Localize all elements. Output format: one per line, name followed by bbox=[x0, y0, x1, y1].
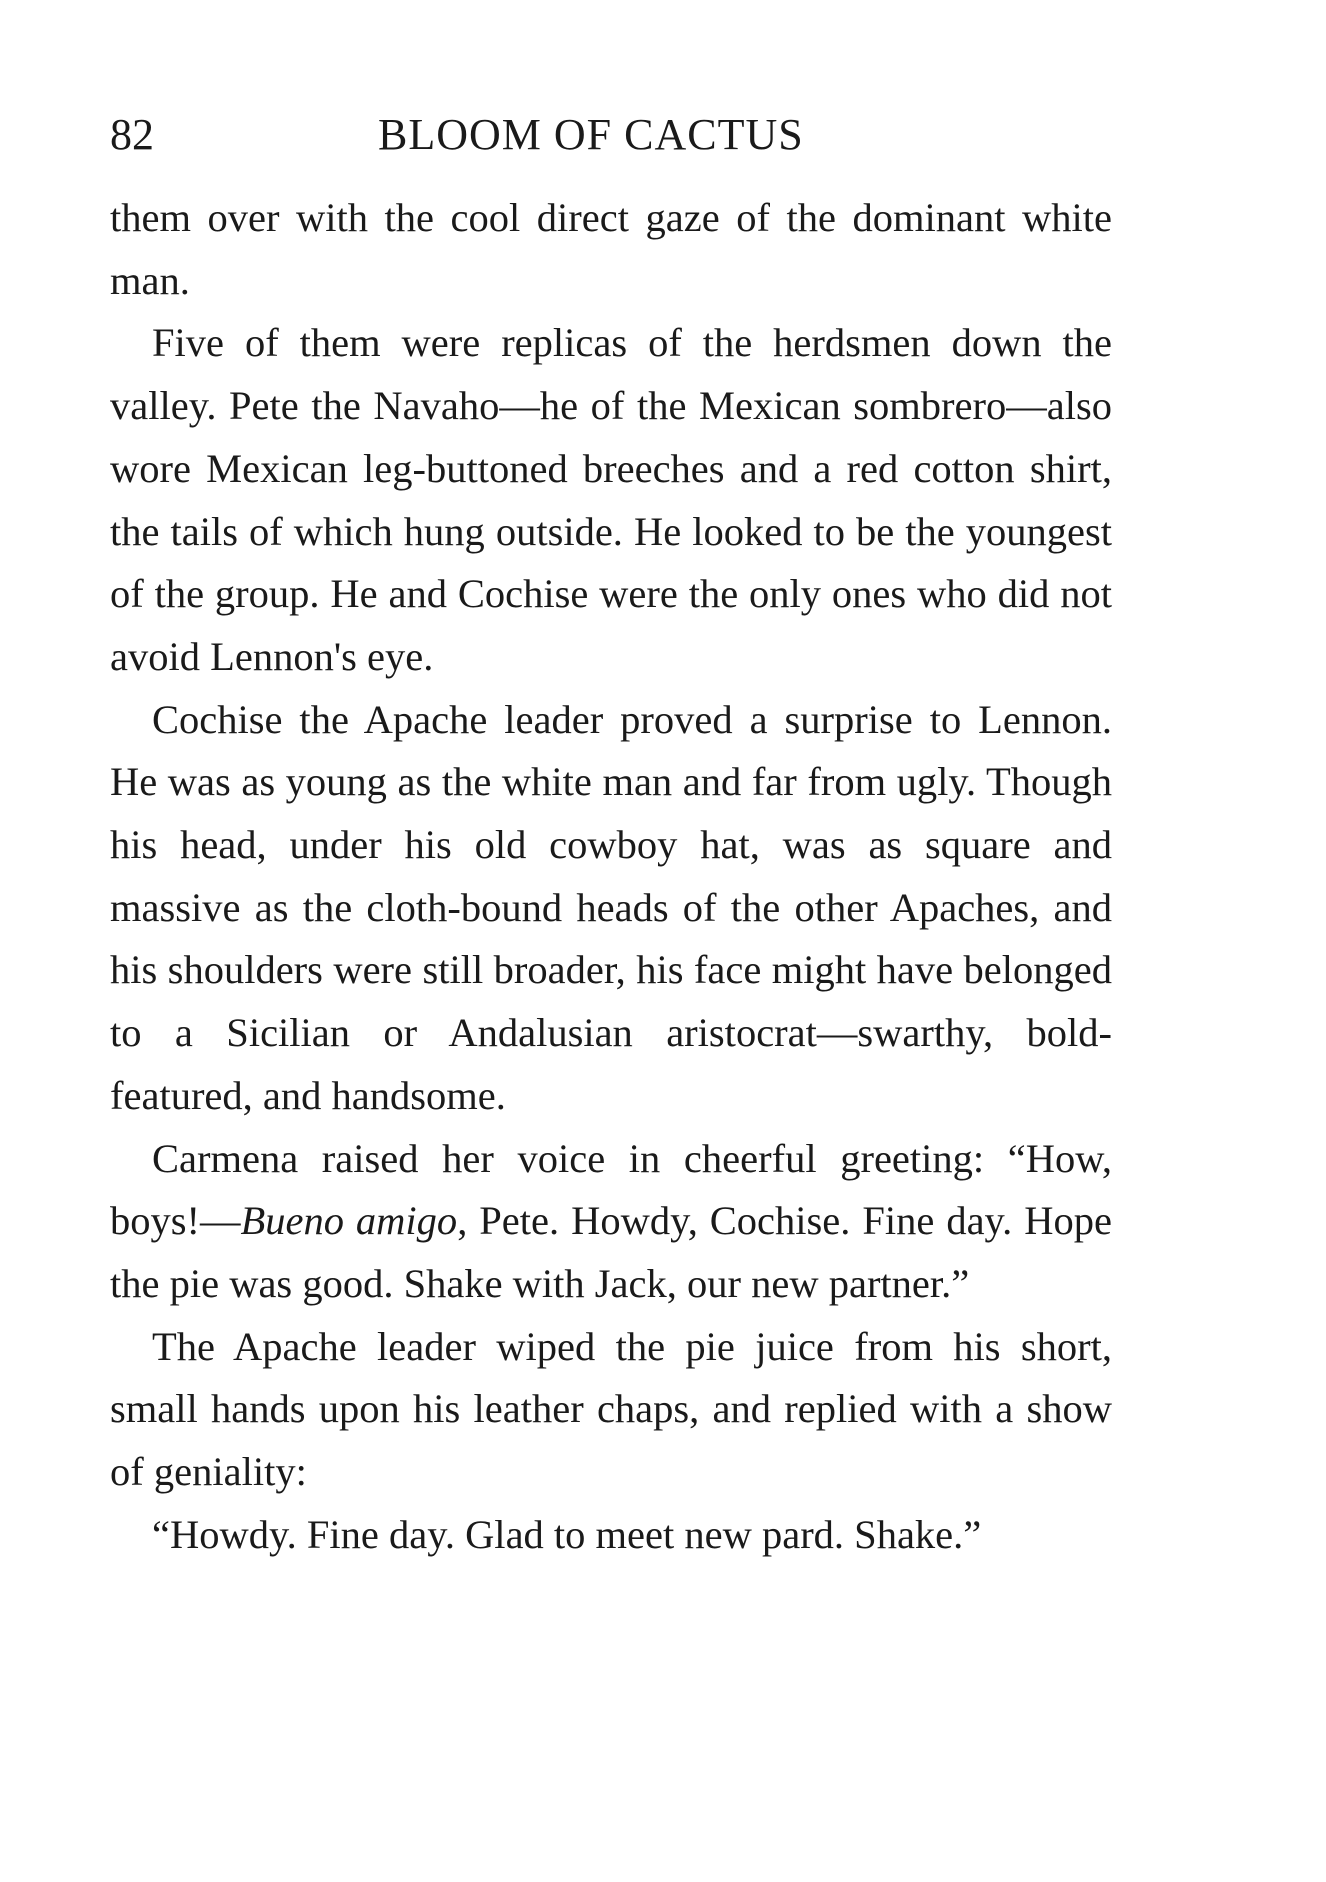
paragraph-cochise: Cochise the Apache leader proved a surprise to Lennon. He was as young as the white man and far from ugly. Though his head, under his old cowboy hat, was as square and massive as the cloth-bound heads of the other Apaches, and his shoulders were still broader, his face might have belonged to a Sicilian or Andalusian aristocrat—swarthy, bold-featured, and handsome. bbox=[110, 696, 1112, 1118]
body-text bbox=[110, 187, 1112, 1566]
running-title: BLOOM OF CACTUS bbox=[378, 110, 804, 159]
running-head bbox=[110, 110, 1110, 160]
greeting-text-start: Carmena raised her voice in cheerful greeting: “How, boys!— bbox=[110, 1135, 1112, 1244]
paragraph-herdsmen: Five of them were replicas of the herdsmen down the valley. Pete the Navaho—he of the Mexican sombrero—also wore Mexican leg-buttoned breeches and a red cotton shirt, the tails of which hung outside. He looked to be the youngest of the group. He and Cochise were the only ones who did not avoid Lennon's eye. bbox=[110, 320, 1112, 679]
paragraph-carmena-greeting bbox=[110, 1128, 1112, 1316]
greeting-italic-phrase: Bueno amigo bbox=[240, 1198, 458, 1244]
paragraph-howdy: “Howdy. Fine day. Glad to meet new pard. Shake.” bbox=[152, 1511, 982, 1557]
paragraph-apache-reply: The Apache leader wiped the pie juice from his short, small hands upon his leather chaps, and replied with a show of geniality: bbox=[110, 1323, 1112, 1495]
paragraph-continuation: them over with the cool direct gaze of the dominant white man. bbox=[110, 195, 1112, 303]
greeting-text-end: , Pete. Howdy, Cochise. Fine day. Hope the pie was good. Shake with Jack, our new partner.” bbox=[110, 1198, 1112, 1306]
page-number: 82 bbox=[110, 110, 154, 159]
